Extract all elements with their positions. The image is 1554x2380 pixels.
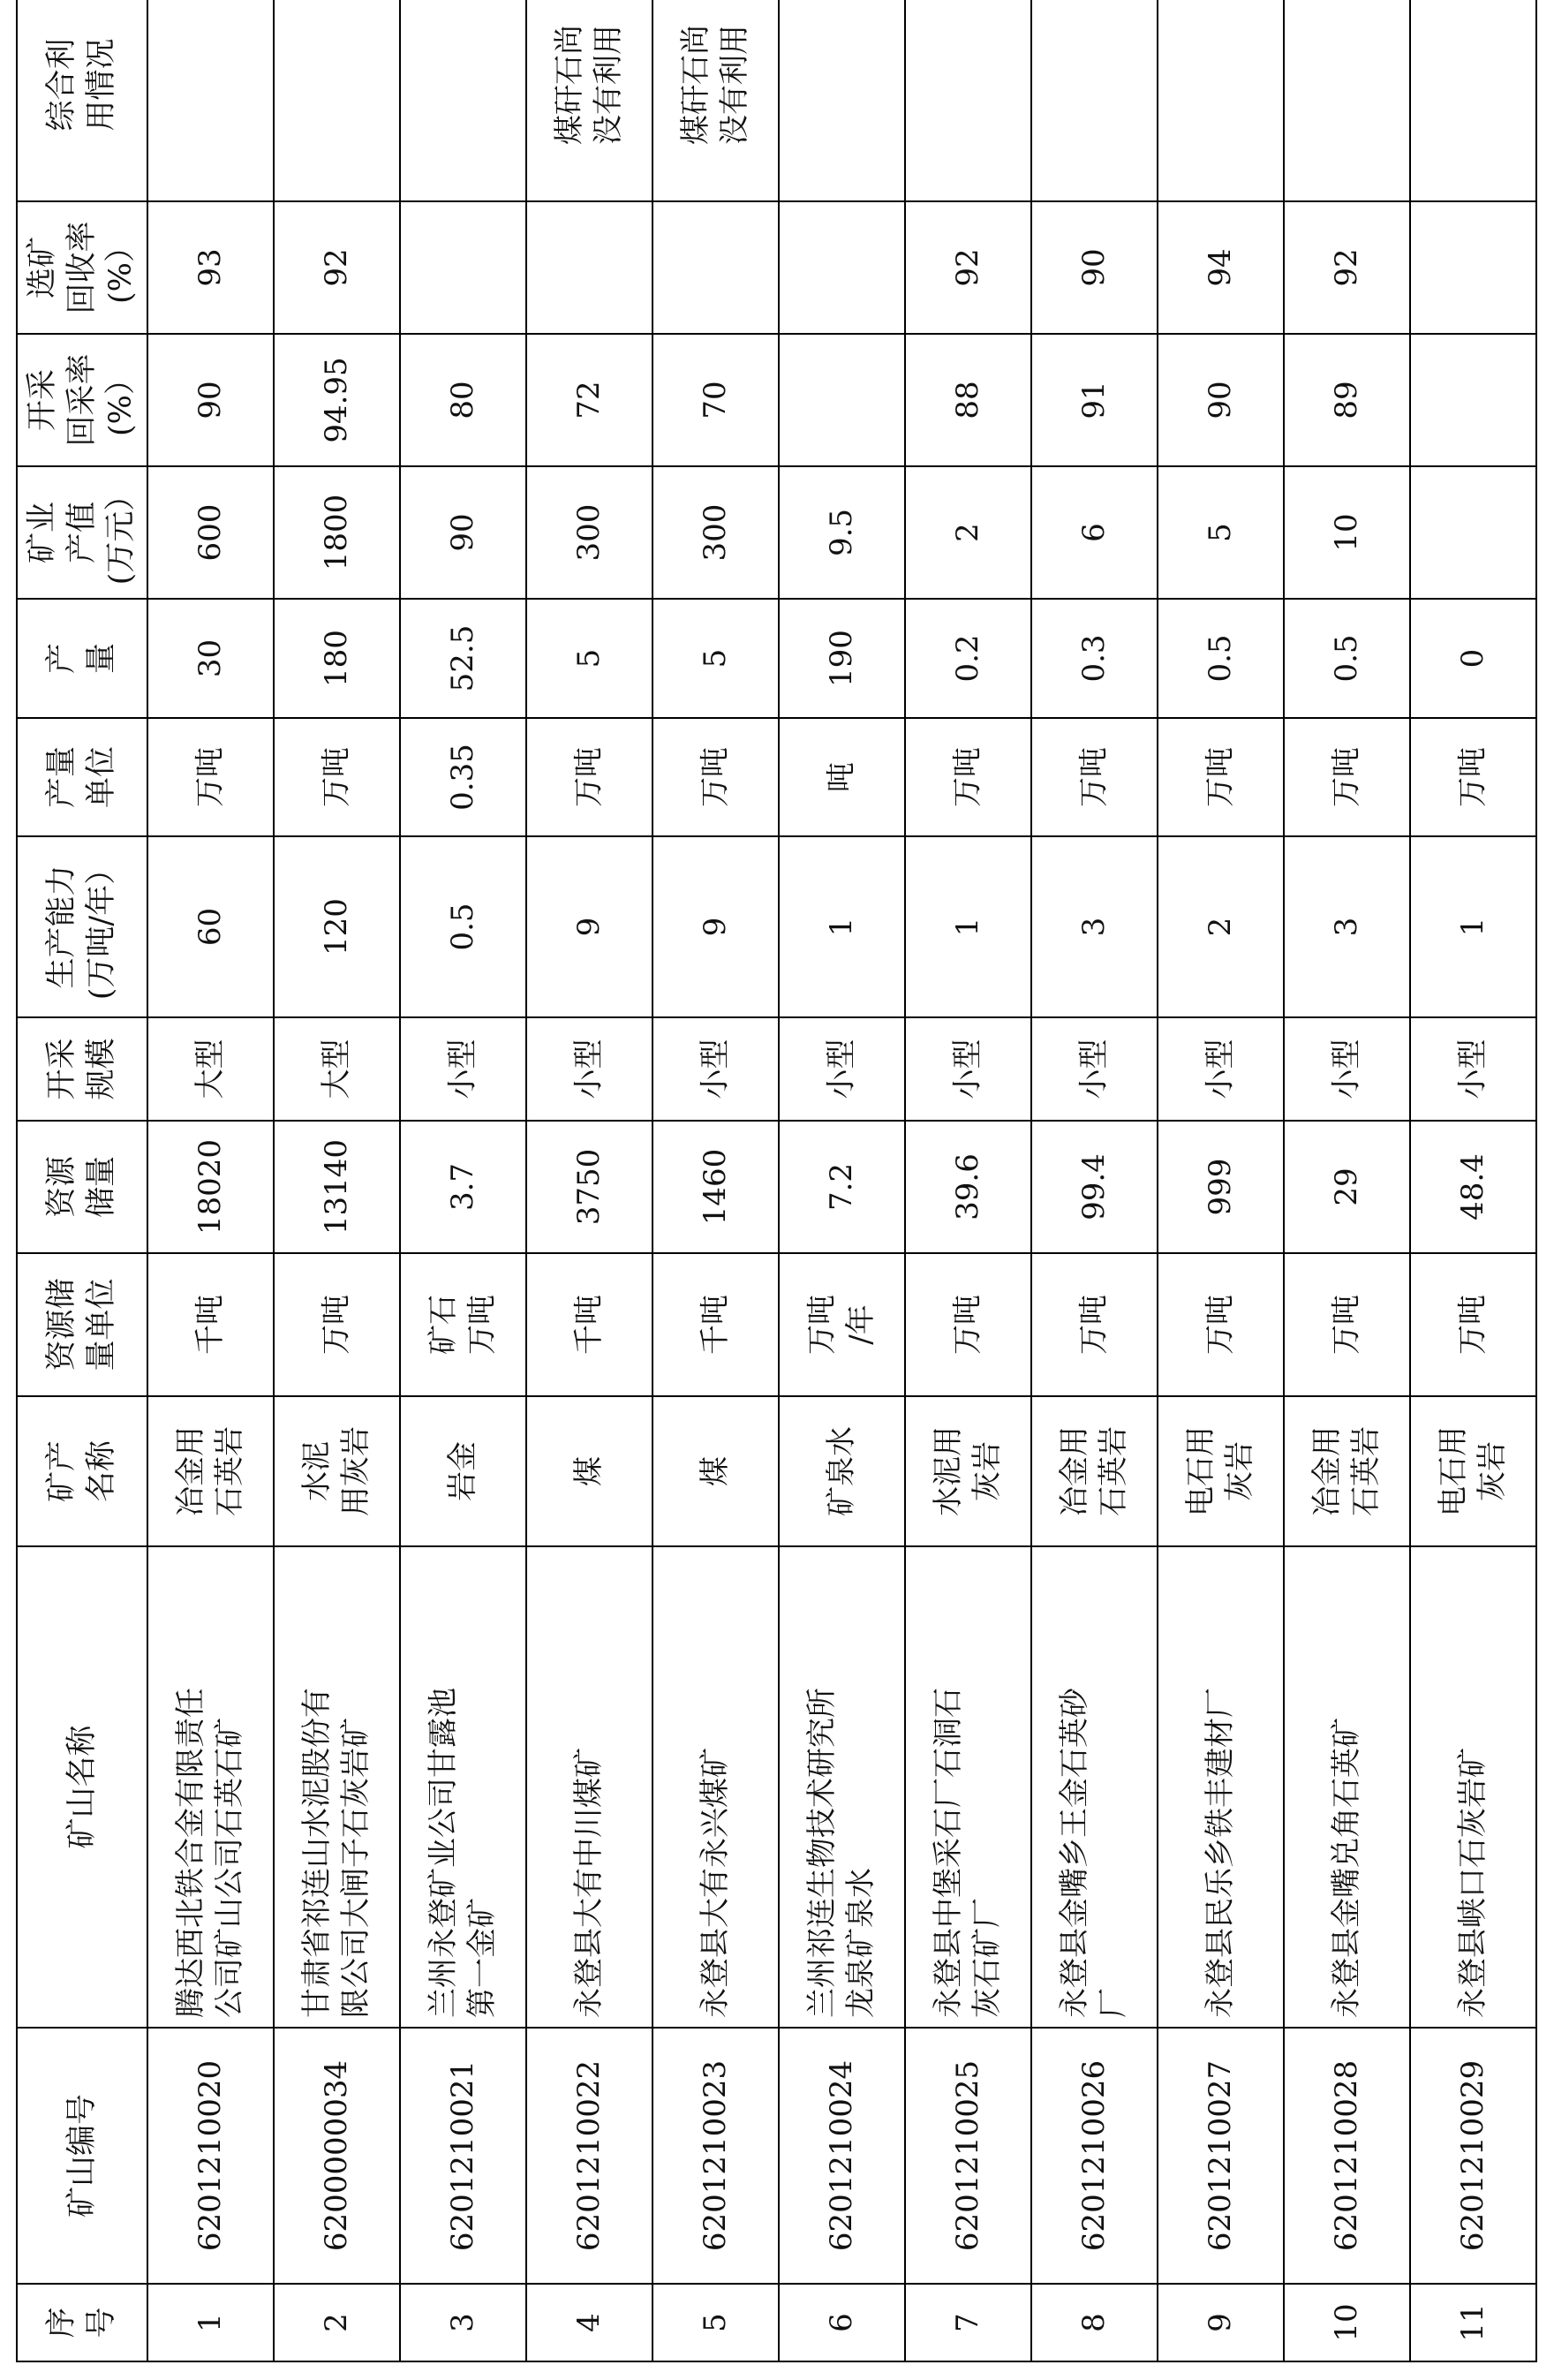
reserve-unit-cell [1410,1253,1536,1396]
reserve-unit-cell [653,1253,779,1396]
cell-line: 岩金 [444,1441,480,1501]
header-utilization [17,0,147,201]
output-cell: 5 [653,599,779,718]
reserve-unit-cell [1031,1253,1158,1396]
utilization-cell [653,0,779,201]
cell-line: (万吨/年） [84,853,119,1001]
cell-line: 规模 [84,1038,119,1100]
mine-code-cell: 6201210021 [400,2028,526,2284]
dressing-recovery-cell [653,201,779,334]
cell-line: 永登县民乐乡铁丰建材厂 [1202,1688,1238,2018]
utilization-cell [1031,0,1158,201]
mineral-cell [1031,1396,1158,1546]
capacity-cell: 1 [779,836,905,1017]
cell-line: 没有利用 [716,25,752,145]
mine-code-cell: 6201210027 [1158,2028,1284,2284]
cell-line: 厂 [1095,1988,1131,2018]
cell-line: 永登县中堡采石厂石洞石 [930,1688,966,2018]
cell-line: 回收率 [64,221,100,314]
dressing-recovery-cell [779,201,905,334]
mine-code-cell: 6201210024 [779,2028,905,2284]
scale-cell: 小型 [905,1017,1031,1121]
mineral-cell [779,1396,905,1546]
cell-line: 石英岩 [211,1426,247,1516]
header-mine-name [17,1546,147,2028]
mine-code-cell: 6201210025 [905,2028,1031,2284]
cell-line: 万吨 [1202,1295,1238,1355]
reserve-cell: 48.4 [1410,1121,1536,1253]
cell-line: 矿山名称 [64,1725,100,1849]
output-cell: 0.5 [1284,599,1410,718]
cell-line: 用灰岩 [337,1426,373,1516]
cell-line: 水泥 [298,1441,335,1501]
mine-name-cell [526,1546,653,2028]
mining-recovery-cell: 90 [1158,334,1284,466]
cell-line: 选矿 [24,237,60,299]
cell-line: 腾达西北铁合金有限责任 [172,1688,208,2018]
cell-line: 煤 [697,1456,733,1486]
mineral-cell [147,1396,274,1546]
cell-line: 万吨 [803,1295,840,1355]
output-cell: 5 [526,599,653,718]
output-unit-cell: 万吨 [1158,718,1284,836]
cell-line: 号 [84,2307,119,2338]
cell-line: 产值 [64,502,100,564]
reserve-unit-cell [905,1253,1031,1396]
mining-recovery-cell: 70 [653,334,779,466]
cell-line: 万吨 [464,1295,500,1355]
cell-line: 公司矿山公司石英石矿 [211,1718,247,2018]
utilization-cell [400,0,526,201]
mine-name-cell [147,1546,274,2028]
header-mineral [17,1396,147,1546]
table-row [526,0,653,2361]
cell-line: 龙泉矿泉水 [842,1868,879,2018]
cell-line: 灰岩 [1474,1441,1510,1501]
cell-line: (%） [103,364,140,436]
table-row [147,0,274,2361]
scale-cell: 小型 [1284,1017,1410,1121]
output-unit-cell: 万吨 [653,718,779,836]
output-unit-cell: 吨 [779,718,905,836]
mine-name-cell [779,1546,905,2028]
mine-name-cell [1158,1546,1284,2028]
cell-line: 第一金矿 [464,1898,500,2018]
mineral-cell [1284,1396,1410,1546]
cell-line: 千吨 [570,1295,607,1355]
cell-line: 综合利 [44,38,80,132]
output-cell: 0.3 [1031,599,1158,718]
cell-line: 万吨 [318,1295,354,1355]
mineral-cell [1410,1396,1536,1546]
mine-name-cell [400,1546,526,2028]
reserve-cell: 39.6 [905,1121,1031,1253]
cell-line: 万吨 [1454,1295,1490,1355]
output-cell: 30 [147,599,274,718]
seq-cell: 6 [779,2284,905,2361]
cell-line: 兰州祁连生物技术研究所 [803,1688,840,2018]
scale-cell: 小型 [526,1017,653,1121]
reserve-unit-cell [1284,1253,1410,1396]
cell-line: 量单位 [84,1278,119,1371]
cell-line: 千吨 [697,1295,733,1355]
reserve-unit-cell [400,1253,526,1396]
utilization-cell [274,0,400,201]
mining-recovery-cell: 88 [905,334,1031,466]
mining-recovery-cell: 72 [526,334,653,466]
cell-line: 资源 [44,1156,80,1219]
mineral-cell [526,1396,653,1546]
reserve-cell: 13140 [274,1121,400,1253]
mine-code-cell: 6201210022 [526,2028,653,2284]
reserve-cell: 7.2 [779,1121,905,1253]
reserve-unit-cell [1158,1253,1284,1396]
scale-cell: 小型 [1410,1017,1536,1121]
reserve-unit-cell [779,1253,905,1396]
cell-line: 冶金用 [1056,1426,1092,1516]
seq-cell: 3 [400,2284,526,2361]
reserve-unit-cell [147,1253,274,1396]
utilization-cell [779,0,905,201]
header-output [17,599,147,718]
cell-line: 电石用 [1435,1426,1471,1516]
seq-cell: 2 [274,2284,400,2361]
output-cell: 0.5 [1158,599,1284,718]
mine-code-cell: 6200000034 [274,2028,400,2284]
capacity-cell: 1 [905,836,1031,1017]
table-row [905,0,1031,2361]
dressing-recovery-cell [400,201,526,334]
cell-line: 永登县峡口石灰岩矿 [1454,1748,1490,2018]
header-value [17,466,147,599]
cell-line: 产量 [44,746,80,809]
value-cell: 6 [1031,466,1158,599]
cell-line: 煤矸石尚 [551,25,587,145]
cell-line: 矿产 [44,1440,80,1503]
value-cell: 300 [526,466,653,599]
output-unit-cell: 万吨 [147,718,274,836]
output-unit-cell: 万吨 [526,718,653,836]
reserve-cell: 1460 [653,1121,779,1253]
utilization-cell [1410,0,1536,201]
mineral-cell [1158,1396,1284,1546]
mine-name-cell [1031,1546,1158,2028]
cell-line: /年 [842,1304,879,1345]
seq-cell: 8 [1031,2284,1158,2361]
cell-line: 产 [44,643,80,675]
table-row [1031,0,1158,2361]
header-reserve-unit [17,1253,147,1396]
reserve-cell: 99.4 [1031,1121,1158,1253]
header-mine-code [17,2028,147,2284]
cell-line: 兰州永登矿业公司甘露池 [425,1688,461,2018]
seq-cell: 1 [147,2284,274,2361]
mining-recovery-cell: 90 [147,334,274,466]
mineral-cell [274,1396,400,1546]
scale-cell: 小型 [779,1017,905,1121]
cell-line: (万元） [103,480,140,586]
table-row [1158,0,1284,2361]
reserve-cell: 3750 [526,1121,653,1253]
mine-name-cell [653,1546,779,2028]
cell-line: 灰岩 [969,1441,1005,1501]
seq-cell: 5 [653,2284,779,2361]
mining-recovery-cell [1410,334,1536,466]
cell-line: 回采率 [64,353,100,447]
mine-name-cell [274,1546,400,2028]
cell-line: 万吨 [949,1295,985,1355]
mining-recovery-cell: 89 [1284,334,1410,466]
seq-cell: 7 [905,2284,1031,2361]
cell-line: 量 [84,643,119,675]
utilization-cell [1284,0,1410,201]
cell-line: (%） [103,231,140,304]
cell-line: 资源储 [44,1278,80,1371]
cell-line: 千吨 [192,1295,228,1355]
value-cell: 5 [1158,466,1284,599]
reserve-unit-cell [274,1253,400,1396]
reserve-cell: 18020 [147,1121,274,1253]
dressing-recovery-cell: 94 [1158,201,1284,334]
scale-cell: 大型 [147,1017,274,1121]
cell-line: 没有利用 [590,25,626,145]
seq-cell: 4 [526,2284,653,2361]
output-unit-cell: 万吨 [1031,718,1158,836]
utilization-cell [1158,0,1284,201]
mine-code-cell: 6201210028 [1284,2028,1410,2284]
cell-line: 矿泉水 [823,1426,859,1516]
cell-line: 石英岩 [1095,1426,1131,1516]
cell-line: 万吨 [1075,1295,1112,1355]
dressing-recovery-cell: 90 [1031,201,1158,334]
capacity-cell: 9 [526,836,653,1017]
mine-code-cell: 6201210029 [1410,2028,1536,2284]
header-output-unit [17,718,147,836]
scale-cell: 小型 [1158,1017,1284,1121]
cell-line: 冶金用 [172,1426,208,1516]
table-body [147,0,1536,2361]
cell-line: 石英岩 [1347,1426,1384,1516]
header-scale [17,1017,147,1121]
mine-code-cell: 6201210023 [653,2028,779,2284]
mine-name-cell [905,1546,1031,2028]
cell-line: 名称 [84,1440,119,1503]
output-cell: 0 [1410,599,1536,718]
mine-name-cell [1410,1546,1536,2028]
cell-line: 煤 [570,1456,607,1486]
header-seq [17,2284,147,2361]
table-row [400,0,526,2361]
reserve-cell: 3.7 [400,1121,526,1253]
output-cell: 190 [779,599,905,718]
utilization-cell [905,0,1031,201]
header-mining-recovery [17,334,147,466]
cell-line: 永登县金嘴兑角石英矿 [1328,1718,1364,2018]
cell-line: 用情况 [84,38,119,132]
value-cell: 90 [400,466,526,599]
mineral-cell [653,1396,779,1546]
mine-code-cell: 6201210020 [147,2028,274,2284]
cell-line: 永登县大有中川煤矿 [570,1748,607,2018]
capacity-cell: 9 [653,836,779,1017]
cell-line: 储量 [84,1156,119,1219]
mineral-cell [400,1396,526,1546]
output-unit-cell: 万吨 [274,718,400,836]
table-row [779,0,905,2361]
dressing-recovery-cell: 92 [274,201,400,334]
seq-cell: 10 [1284,2284,1410,2361]
value-cell [1410,466,1536,599]
value-cell: 1800 [274,466,400,599]
capacity-cell: 3 [1284,836,1410,1017]
cell-line: 万吨 [1328,1295,1364,1355]
table-row [1410,0,1536,2361]
header-capacity [17,836,147,1017]
mine-table [16,0,1537,2362]
capacity-cell: 3 [1031,836,1158,1017]
cell-line: 开采 [24,369,60,432]
mine-name-cell [1284,1546,1410,2028]
cell-line: 灰石矿厂 [969,1898,1005,2018]
output-cell: 0.2 [905,599,1031,718]
utilization-cell [147,0,274,201]
dressing-recovery-cell: 92 [1284,201,1410,334]
dressing-recovery-cell [1410,201,1536,334]
value-cell: 10 [1284,466,1410,599]
cell-line: 单位 [84,746,119,809]
cell-line: 永登县大有永兴煤矿 [697,1748,733,2018]
value-cell: 2 [905,466,1031,599]
capacity-cell: 0.5 [400,836,526,1017]
dressing-recovery-cell: 93 [147,201,274,334]
capacity-cell: 120 [274,836,400,1017]
header-reserve [17,1121,147,1253]
cell-line: 电石用 [1182,1426,1218,1516]
value-cell: 300 [653,466,779,599]
output-unit-cell: 万吨 [905,718,1031,836]
capacity-cell: 60 [147,836,274,1017]
header-dressing-recovery [17,201,147,334]
output-unit-cell: 万吨 [1284,718,1410,836]
header-row [17,0,147,2361]
value-cell: 9.5 [779,466,905,599]
mining-recovery-cell: 80 [400,334,526,466]
seq-cell: 11 [1410,2284,1536,2361]
cell-line: 永登县金嘴乡王金石英砂 [1056,1688,1092,2018]
cell-line: 甘肃省祁连山水泥股份有 [298,1688,335,2018]
output-unit-cell: 0.35 [400,718,526,836]
dressing-recovery-cell [526,201,653,334]
capacity-cell: 1 [1410,836,1536,1017]
mining-recovery-cell [779,334,905,466]
table-row [1284,0,1410,2361]
reserve-cell: 999 [1158,1121,1284,1253]
cell-line: 矿山编号 [64,2094,100,2218]
table-row [274,0,400,2361]
output-unit-cell: 万吨 [1410,718,1536,836]
capacity-cell: 2 [1158,836,1284,1017]
mine-code-cell: 6201210026 [1031,2028,1158,2284]
value-cell: 600 [147,466,274,599]
cell-line: 生产能力 [44,865,80,989]
cell-line: 煤矸石尚 [677,25,713,145]
scale-cell: 小型 [400,1017,526,1121]
scale-cell: 小型 [1031,1017,1158,1121]
scale-cell: 大型 [274,1017,400,1121]
cell-line: 限公司大闸子石灰岩矿 [337,1718,373,2018]
cell-line: 序 [44,2307,80,2338]
mining-recovery-cell: 91 [1031,334,1158,466]
dressing-recovery-cell: 92 [905,201,1031,334]
seq-cell: 9 [1158,2284,1284,2361]
cell-line: 矿石 [425,1295,461,1355]
cell-line: 开采 [44,1038,80,1100]
utilization-cell [526,0,653,201]
cell-line: 灰岩 [1221,1441,1257,1501]
cell-line: 水泥用 [930,1426,966,1516]
reserve-cell: 29 [1284,1121,1410,1253]
scale-cell: 小型 [653,1017,779,1121]
output-cell: 52.5 [400,599,526,718]
table-row [653,0,779,2361]
mining-recovery-cell: 94.95 [274,334,400,466]
output-cell: 180 [274,599,400,718]
mineral-cell [905,1396,1031,1546]
cell-line: 矿业 [24,502,60,564]
cell-line: 冶金用 [1309,1426,1345,1516]
reserve-unit-cell [526,1253,653,1396]
